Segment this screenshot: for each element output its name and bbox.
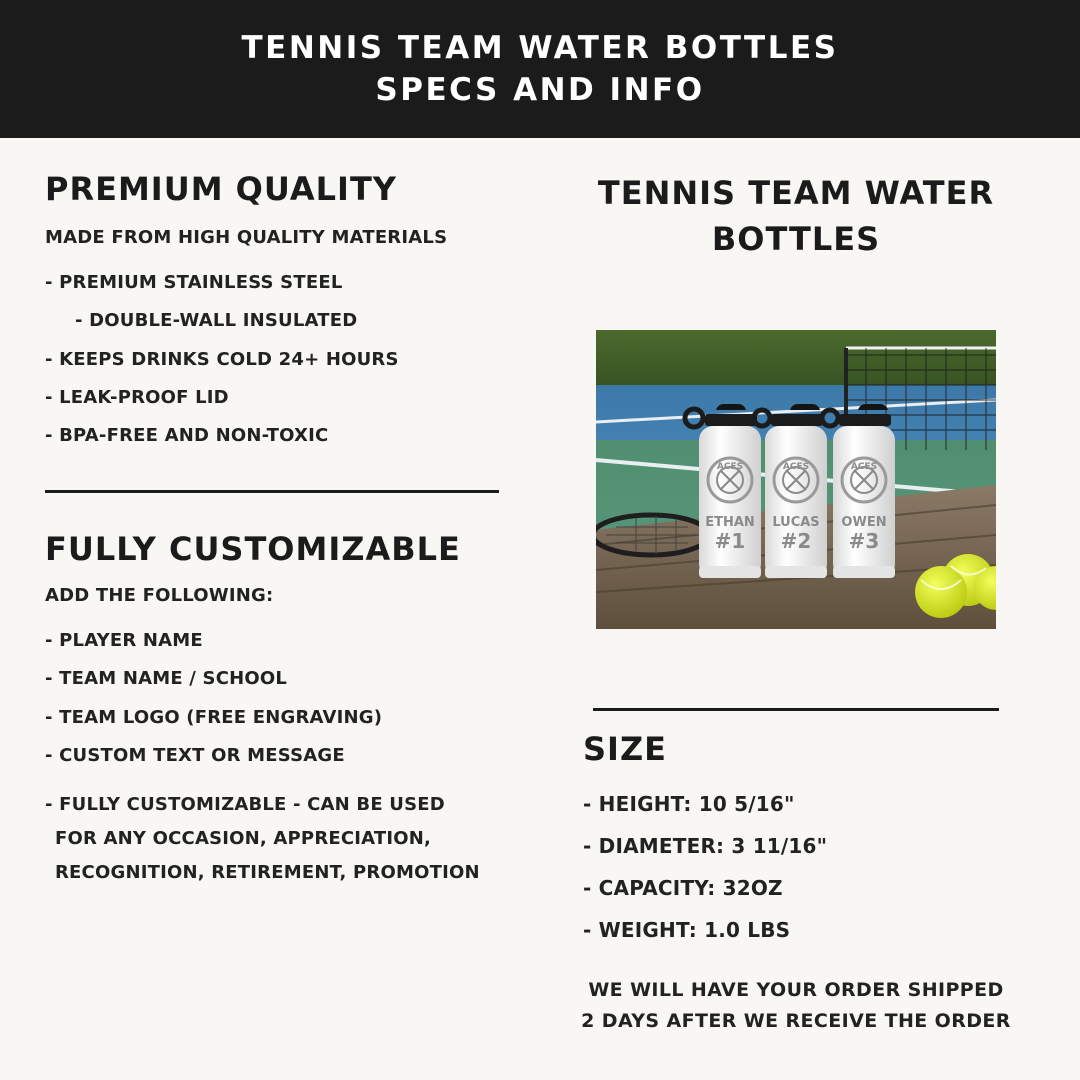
shipping-line1: WE WILL HAVE YOUR ORDER SHIPPED xyxy=(588,979,1004,1001)
section-divider xyxy=(593,708,999,711)
svg-text:OWEN: OWEN xyxy=(841,515,887,530)
svg-text:ETHAN: ETHAN xyxy=(705,515,755,530)
header-title-line2: SPECS AND INFO xyxy=(375,72,705,108)
product-title xyxy=(580,170,1012,262)
size-heading: SIZE xyxy=(583,730,668,768)
premium-item: - KEEPS DRINKS COLD 24+ HOURS xyxy=(45,349,399,370)
svg-text:LUCAS: LUCAS xyxy=(772,515,820,530)
svg-text:#2: #2 xyxy=(780,529,812,553)
size-item: - DIAMETER: 3 11/16" xyxy=(583,834,828,858)
header-title-line1: TENNIS TEAM WATER BOTTLES xyxy=(241,30,839,66)
size-item: - HEIGHT: 10 5/16" xyxy=(583,792,795,816)
page-header xyxy=(0,0,1080,138)
premium-item: - BPA-FREE AND NON-TOXIC xyxy=(45,425,329,446)
customizable-item: - CUSTOM TEXT OR MESSAGE xyxy=(45,745,345,766)
svg-text:#3: #3 xyxy=(848,529,880,553)
premium-item: - DOUBLE-WALL INSULATED xyxy=(75,310,358,331)
product-photo xyxy=(596,330,996,629)
customizable-item: - PLAYER NAME xyxy=(45,630,203,651)
customizable-item: - TEAM NAME / SCHOOL xyxy=(45,668,288,689)
svg-text:ACES: ACES xyxy=(782,462,810,472)
customizable-note: RECOGNITION, RETIREMENT, PROMOTION xyxy=(55,862,480,883)
product-photo-illustration xyxy=(596,330,996,629)
product-title-line2: BOTTLES xyxy=(711,220,881,258)
premium-item: - PREMIUM STAINLESS STEEL xyxy=(45,272,343,293)
customizable-note: - FULLY CUSTOMIZABLE - CAN BE USED xyxy=(45,794,445,815)
customizable-subtitle: ADD THE FOLLOWING: xyxy=(45,585,274,606)
customizable-heading: FULLY CUSTOMIZABLE xyxy=(45,530,461,568)
premium-item: - LEAK-PROOF LID xyxy=(45,387,229,408)
svg-text:ACES: ACES xyxy=(716,462,744,472)
shipping-note xyxy=(560,975,1032,1037)
customizable-note: FOR ANY OCCASION, APPRECIATION, xyxy=(55,828,432,849)
svg-text:ACES: ACES xyxy=(850,462,878,472)
section-divider xyxy=(45,490,499,493)
premium-subtitle: MADE FROM HIGH QUALITY MATERIALS xyxy=(45,227,448,248)
customizable-item: - TEAM LOGO (FREE ENGRAVING) xyxy=(45,707,383,728)
size-item: - WEIGHT: 1.0 LBS xyxy=(583,918,791,942)
size-item: - CAPACITY: 32OZ xyxy=(583,876,783,900)
product-title-line1: TENNIS TEAM WATER xyxy=(597,174,995,212)
premium-quality-heading: PREMIUM QUALITY xyxy=(45,170,397,208)
svg-text:#1: #1 xyxy=(714,529,746,553)
shipping-line2: 2 DAYS AFTER WE RECEIVE THE ORDER xyxy=(581,1010,1011,1032)
